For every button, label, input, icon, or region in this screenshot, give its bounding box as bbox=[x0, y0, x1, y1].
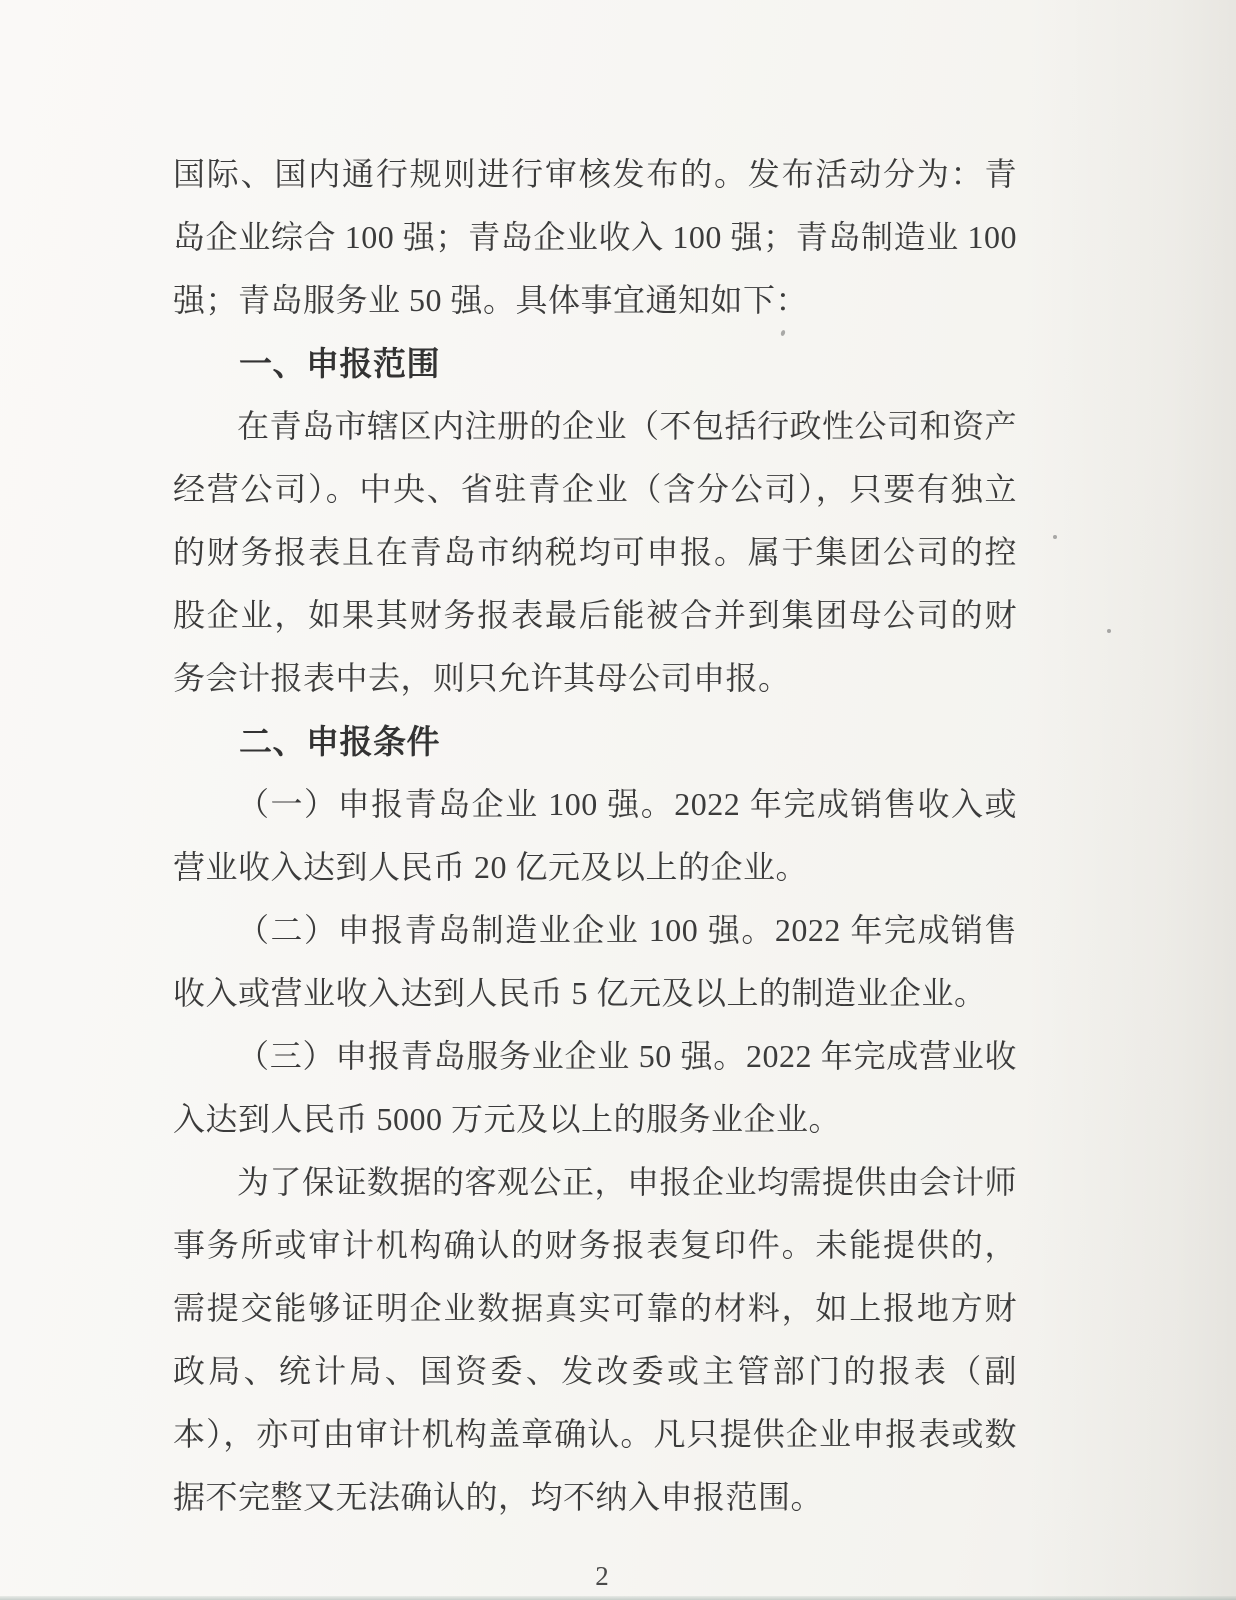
paragraph-condition-3-service-top50: （三）申报青岛服务业企业 50 强。2022 年完成营业收入达到人民币 5000 万元及以上的服务业企业。 bbox=[173, 1038, 1017, 1137]
scan-speck bbox=[1053, 535, 1057, 539]
scanner-edge-artifact bbox=[0, 1596, 1236, 1600]
paragraph-condition-2-manufacturing-top100: （二）申报青岛制造业企业 100 强。2022 年完成销售收入或营业收入达到人民币 5 亿元及以上的制造业企业。 bbox=[173, 912, 1017, 1011]
scan-speck bbox=[1107, 629, 1111, 633]
heading-section-1-application-scope: 一、申报范围 bbox=[239, 345, 440, 382]
paper-shading bbox=[1026, 0, 1236, 1600]
document-body bbox=[173, 143, 1017, 1529]
paragraph-data-verification-requirements: 为了保证数据的客观公正，申报企业均需提供由会计师事务所或审计机构确认的财务报表复印件。未能提供的，需提交能够证明企业数据真实可靠的材料，如上报地方财政局、统计局、国资委、发改委或主管部门的报表（副本），亦可由审计机构盖章确认。凡只提供企业申报表或数据不完整又无法确认的，均不纳入申报范围。 bbox=[173, 1164, 1018, 1515]
paragraph-continuation-intro: 国际、国内通行规则进行审核发布的。发布活动分为：青岛企业综合 100 强；青岛企业收入 100 强；青岛制造业 100 强；青岛服务业 50 强。具体事宜通知如下： bbox=[173, 156, 1017, 318]
heading-section-2-application-conditions: 二、申报条件 bbox=[239, 723, 440, 760]
page-number: 2 bbox=[595, 1561, 609, 1591]
paragraph-condition-1-top100: （一）申报青岛企业 100 强。2022 年完成销售收入或营业收入达到人民币 20 亿元及以上的企业。 bbox=[173, 786, 1017, 885]
paragraph-application-scope: 在青岛市辖区内注册的企业（不包括行政性公司和资产经营公司）。中央、省驻青企业（含分公司），只要有独立的财务报表且在青岛市纳税均可申报。属于集团公司的控股企业，如果其财务报表最后能被合并到集团母公司的财务会计报表中去，则只允许其母公司申报。 bbox=[173, 408, 1018, 696]
